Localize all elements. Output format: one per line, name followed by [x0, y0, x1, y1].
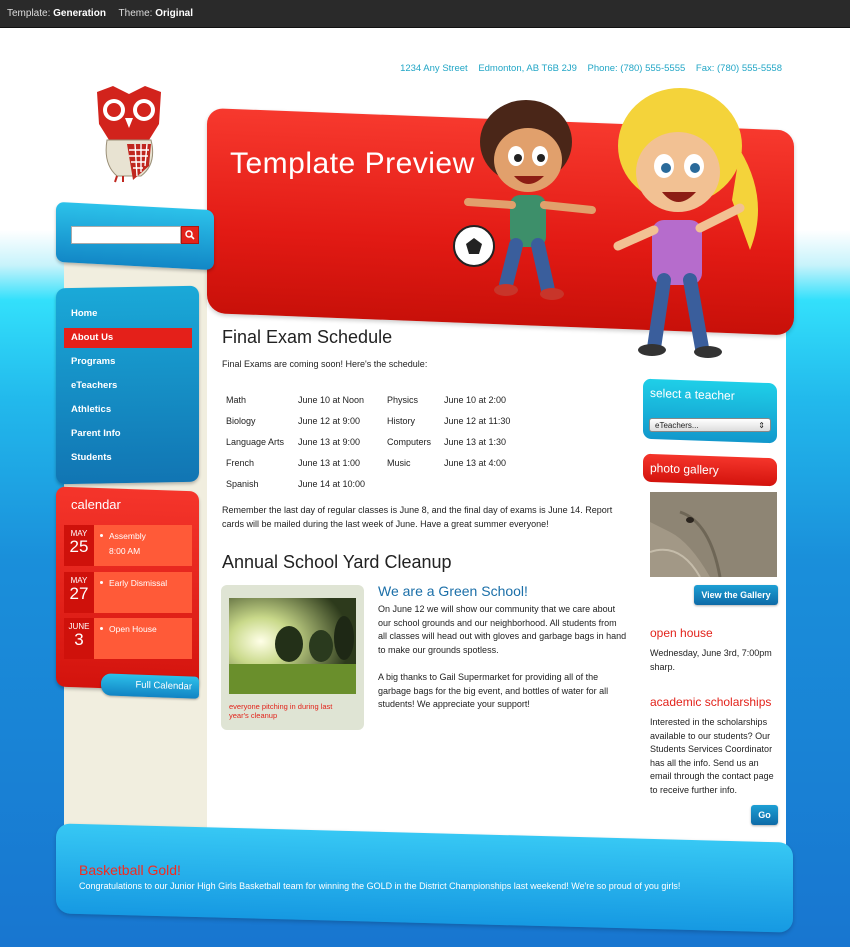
exam-time	[440, 473, 514, 494]
exam-time: June 12 at 9:00	[298, 415, 361, 426]
exam-schedule-table	[222, 389, 514, 494]
cleanup-photo-card	[221, 585, 364, 730]
scholarships-text: Interested in the scholarships available to our students? Our Students Services Coordinator has all the info. Send us an email through the contact page to receive further info.	[650, 717, 774, 795]
photo-caption: everyone pitching in during last year's cleanup	[229, 702, 333, 720]
subject: Physics	[387, 394, 419, 405]
calendar-event[interactable]	[64, 618, 192, 659]
exam-time: June 10 at 2:00	[444, 394, 507, 405]
template-name[interactable]: Generation	[53, 8, 106, 19]
nav-item-athletics[interactable]: Athletics	[71, 404, 112, 415]
nav-item-programs[interactable]: Programs	[71, 356, 116, 367]
exam-heading: Final Exam Schedule	[222, 327, 393, 347]
main-nav	[64, 304, 192, 472]
nav-item-eteachers[interactable]: eTeachers	[71, 380, 118, 391]
event-title: Open House	[109, 624, 157, 634]
table-row	[222, 431, 514, 452]
view-gallery-button[interactable]: View the Gallery	[694, 585, 778, 605]
teacher-select-value: eTeachers...	[655, 421, 699, 430]
exam-time: June 12 at 11:30	[444, 415, 511, 426]
event-month: JUNE	[68, 622, 90, 631]
contact-info	[392, 63, 782, 74]
exam-note: Remember the last day of regular classes is June 8, and the final day of exams is June 14. Report cards will be mailed during the last week of June. Have a great summer everyone!	[222, 505, 613, 529]
theme-name[interactable]: Original	[155, 8, 194, 19]
subject: History	[387, 415, 416, 426]
phone: Phone: (780) 555-5555	[587, 63, 686, 74]
scholarships-heading: academic scholarships	[650, 695, 772, 709]
event-day: 3	[74, 630, 84, 649]
exam-time: June 10 at Noon	[298, 394, 365, 405]
calendar-title: calendar	[71, 497, 121, 512]
exam-time: June 14 at 10:00	[298, 478, 366, 489]
owl-logo[interactable]	[93, 84, 165, 184]
template-bar	[0, 0, 850, 28]
event-month: MAY	[70, 529, 88, 538]
event-title: Assembly	[109, 531, 146, 541]
subject: Language Arts	[226, 436, 285, 447]
green-school-heading: We are a Green School!	[378, 583, 528, 599]
go-button[interactable]: Go	[751, 805, 778, 825]
calendar-event[interactable]	[64, 572, 192, 613]
event-date	[64, 618, 94, 659]
event-title: Early Dismissal	[109, 578, 168, 588]
address-street: 1234 Any Street	[400, 63, 468, 74]
search-input[interactable]	[71, 226, 181, 244]
gallery-photo[interactable]	[650, 492, 777, 577]
search-button[interactable]	[181, 226, 199, 244]
event-day: 27	[69, 584, 89, 603]
exam-time: June 13 at 9:00	[298, 436, 361, 447]
table-row	[222, 452, 514, 473]
full-calendar-button[interactable]: Full Calendar	[101, 673, 199, 698]
subject: Music	[387, 457, 411, 468]
select-teacher-title: select a teacher	[643, 379, 777, 444]
nav-item-about-us[interactable]: About Us	[64, 328, 192, 348]
cleanup-photo[interactable]	[229, 598, 356, 694]
footer-text: Congratulations to our Junior High Girls Basketball team for winning the GOLD in the District Championships last weekend! We're so proud of you girls!	[79, 881, 681, 891]
subject	[383, 473, 440, 494]
subject: Biology	[226, 415, 256, 426]
subject: Computers	[387, 436, 432, 447]
nav-item-parent-info[interactable]: Parent Info	[71, 428, 121, 439]
fax: Fax: (780) 555-5558	[695, 63, 782, 74]
kids-illustration	[440, 80, 780, 365]
event-time: 8:00 AM	[109, 546, 141, 556]
table-row	[222, 389, 514, 410]
footer-banner	[56, 823, 793, 932]
subject: Math	[226, 394, 247, 405]
teacher-select[interactable]	[649, 418, 771, 432]
select-arrows-icon: ⇕	[758, 421, 765, 430]
nav-item-home[interactable]: Home	[71, 308, 98, 319]
open-house-heading: open house	[650, 626, 713, 640]
address-city: Edmonton, AB T6B 2J9	[478, 63, 577, 74]
subject: French	[226, 457, 255, 468]
exam-time: June 13 at 4:00	[444, 457, 507, 468]
nav-item-students[interactable]: Students	[71, 452, 112, 463]
exam-time: June 13 at 1:30	[444, 436, 507, 447]
exam-intro: Final Exams are coming soon! Here's the schedule:	[222, 359, 428, 369]
footer-title: Basketball Gold!	[79, 862, 181, 878]
photo-gallery-title: photo gallery	[643, 454, 777, 487]
theme-label: Theme:	[118, 8, 153, 19]
cleanup-paragraph: On June 12 we will show our community that we care about our school grounds and our neighborhood. All students from all classes will head out with gloves and garbage bags in hand to make our grounds spotless.	[378, 604, 627, 655]
event-day: 25	[69, 537, 89, 556]
calendar-event[interactable]	[64, 525, 192, 566]
open-house-text: Wednesday, June 3rd, 7:00pm sharp.	[650, 648, 772, 672]
subject: Spanish	[226, 478, 259, 489]
event-date	[64, 525, 94, 566]
cleanup-heading: Annual School Yard Cleanup	[222, 552, 452, 572]
cleanup-paragraph: A big thanks to Gail Supermarket for providing all of the garbage bags for the big event, and bottles of water for all students! We appreciate your support!	[378, 672, 609, 709]
event-date	[64, 572, 94, 613]
search-icon	[185, 230, 195, 240]
table-row	[222, 410, 514, 431]
exam-time: June 13 at 1:00	[298, 457, 361, 468]
event-month: MAY	[70, 576, 88, 585]
table-row	[222, 473, 514, 494]
hero-title: Template Preview	[230, 147, 475, 180]
template-label: Template:	[7, 8, 51, 19]
